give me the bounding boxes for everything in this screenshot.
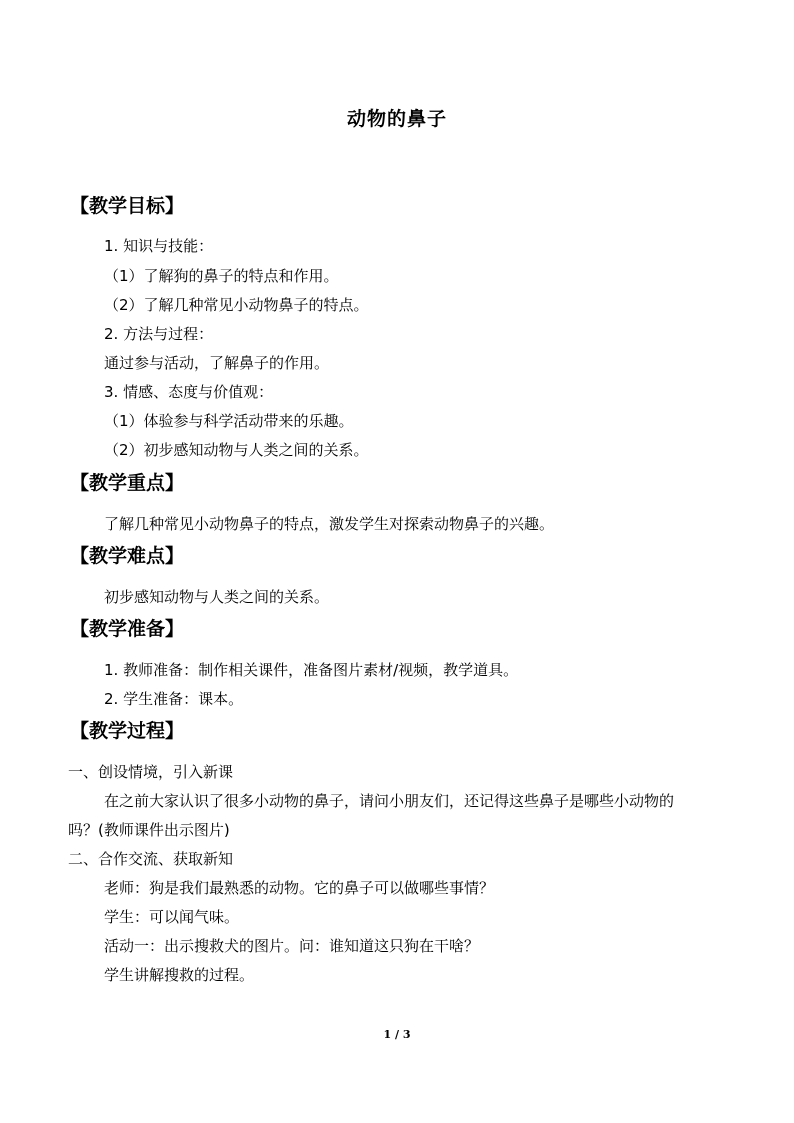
process-line: 学生讲解搜救的过程。 [104, 966, 255, 984]
process-line: 二、合作交流、获取新知 [68, 850, 234, 868]
section-heading-process: 【教学过程】 [70, 720, 185, 742]
objectives-line: 通过参与活动，了解鼻子的作用。 [104, 354, 330, 372]
section-heading-key-points: 【教学重点】 [70, 472, 185, 494]
section-heading-objectives: 【教学目标】 [70, 195, 185, 217]
process-line: 吗？(教师课件出示图片) [68, 821, 230, 839]
objectives-line: （2）了解几种常见小动物鼻子的特点。 [104, 296, 369, 314]
key-points-line: 了解几种常见小动物鼻子的特点，激发学生对探索动物鼻子的兴趣。 [104, 515, 555, 533]
preparation-line: 1. 教师准备：制作相关课件，准备图片素材/视频，教学道具。 [104, 661, 519, 679]
difficulties-line: 初步感知动物与人类之间的关系。 [104, 588, 330, 606]
objectives-line: 3. 情感、态度与价值观： [104, 383, 274, 401]
process-line: 学生：可以闻气味。 [104, 908, 240, 926]
process-line: 一、创设情境，引入新课 [68, 763, 234, 781]
preparation-line: 2. 学生准备：课本。 [104, 690, 244, 708]
objectives-line: 1. 知识与技能： [104, 237, 214, 255]
process-line: 老师：狗是我们最熟悉的动物。它的鼻子可以做哪些事情？ [104, 879, 495, 897]
objectives-line: 2. 方法与过程： [104, 325, 214, 343]
process-line: 活动一：出示搜救犬的图片。问：谁知道这只狗在干啥？ [104, 937, 480, 955]
process-line: 在之前大家认识了很多小动物的鼻子，请问小朋友们，还记得这些鼻子是哪些小动物的 [104, 792, 675, 810]
section-heading-difficulties: 【教学难点】 [70, 545, 185, 567]
document-title: 动物的鼻子 [346, 108, 447, 130]
page-indicator: 1 / 3 [383, 1028, 411, 1041]
section-heading-preparation: 【教学准备】 [70, 618, 185, 640]
objectives-line: （1）了解狗的鼻子的特点和作用。 [104, 267, 339, 285]
objectives-line: （2）初步感知动物与人类之间的关系。 [104, 441, 369, 459]
objectives-line: （1）体验参与科学活动带来的乐趣。 [104, 412, 354, 430]
